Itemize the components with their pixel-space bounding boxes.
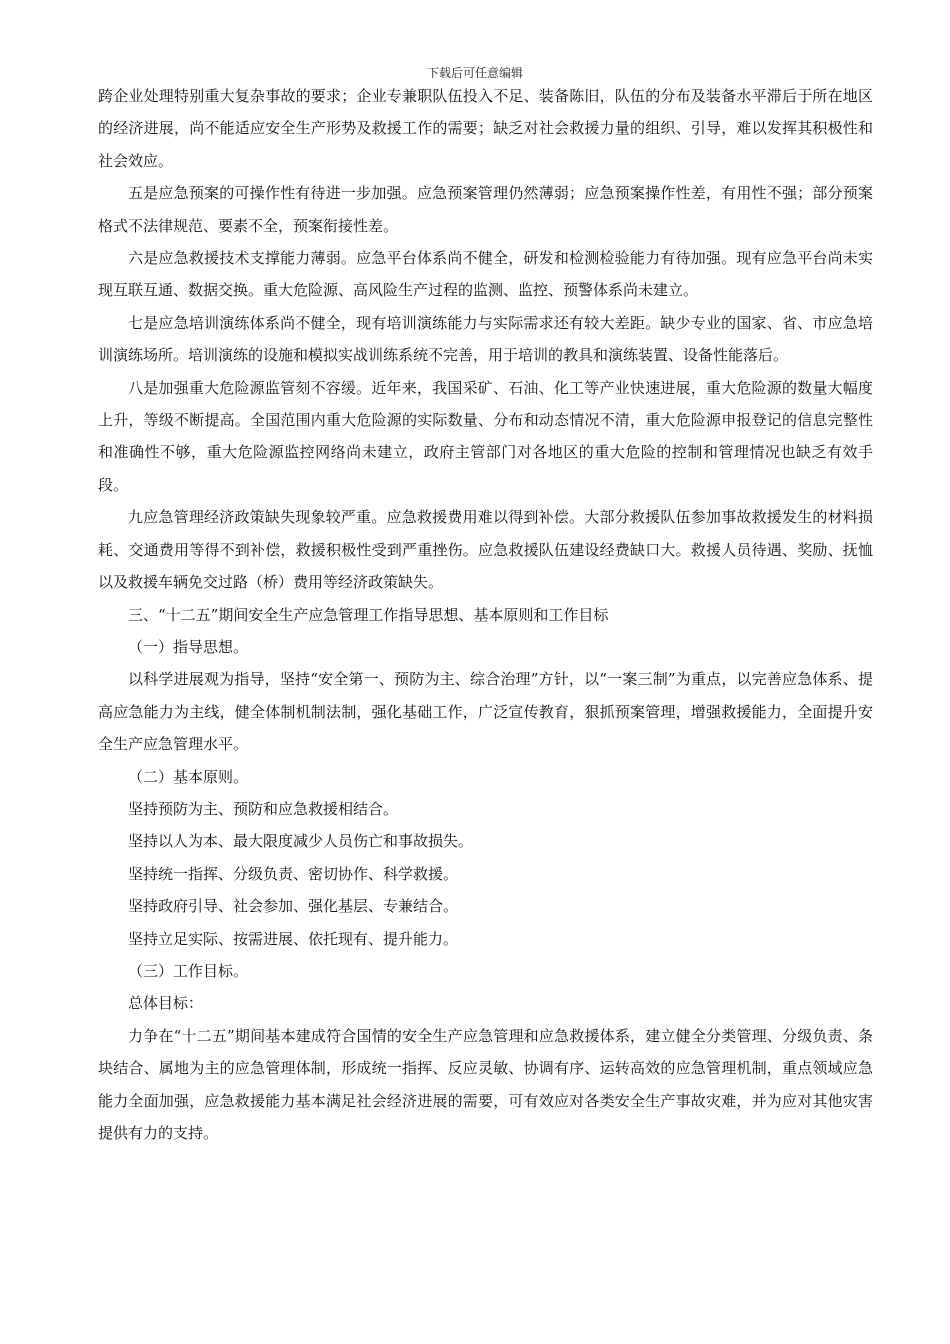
paragraph: 九应急管理经济政策缺失现象较严重。应急救援费用难以得到补偿。大部分救援队伍参加事故救援发生的材料损耗、交通费用等得不到补偿，救援积极性受到严重挫伤。应急救援队伍建设经费缺口大。救援人员待遇、奖励、抚恤以及救援车辆免交过路（桥）费用等经济政策缺失。 [98,508,873,592]
header-note: 下载后可任意编辑 [426,66,523,80]
principle-item: 坚持政府引导、社会参加、强化基层、专兼结合。 [128,897,459,916]
paragraph: 跨企业处理特别重大复杂事故的要求；企业专兼职队伍投入不足、装备陈旧，队伍的分布及装备水平滞后于所在地区的经济进展，尚不能适应安全生产形势及救援工作的需要；缺乏对社会救援力量的组织、引导，难以发挥其积极性和社会效应。 [98,87,873,170]
paragraph: 五是应急预案的可操作性有待进一步加强。应急预案管理仍然薄弱；应急预案操作性差，有用性不强；部分预案格式不法律规范、要素不全，预案衔接性差。 [98,184,873,235]
subsection-heading: （一）指导思想。 [128,637,249,656]
paragraph: 力争在“十二五”期间基本建成符合国情的安全生产应急管理和应急救援体系，建立健全分类管理、分级负责、条块结合、属地为主的应急管理体制，形成统一指挥、反应灵敏、协调有序、运转高效的应急管理机制，重点领域应急能力全面加强，应急救援能力基本满足社会经济进展的需要，可有效应对各类安全生产事故灾难，并为应对其他灾害提供有力的支持。 [98,1026,873,1142]
paragraph: 以科学进展观为指导，坚持“安全第一、预防为主、综合治理”方针，以“一案三制”为重点，以完善应急体系、提高应急能力为主线，健全体制机制法制，强化基础工作，广泛宣传教育，狠抓预案管理，增强救援能力，全面提升安全生产应急管理水平。 [98,670,873,754]
subsection-heading: （三）工作目标。 [128,961,249,980]
paragraph: 七是应急培训演练体系尚不健全，现有培训演练能力与实际需求还有较大差距。缺少专业的国家、省、市应急培训演练场所。培训演练的设施和模拟实战训练系统不完善，用于培训的教具和演练装置、设备性能落后。 [98,313,873,365]
principle-item: 坚持立足实际、按需进展、依托现有、提升能力。 [128,929,459,948]
paragraph: 六是应急救援技术支撑能力薄弱。应急平台体系尚不健全，研发和检测检验能力有待加强。现有应急平台尚未实现互联互通、数据交换。重大危险源、高风险生产过程的监测、监控、预警体系尚未建立。 [98,249,873,300]
paragraph: 八是加强重大危险源监管刻不容缓。近年来，我国采矿、石油、化工等产业快速进展，重大危险源的数量大幅度上升，等级不断提高。全国范围内重大危险源的实际数量、分布和动态情况不清，重大危险源申报登记的信息完整性和准确性不够，重大危险源监控网络尚未建立，政府主管部门对各地区的重大危险的控制和管理情况也缺乏有效手段。 [98,378,873,494]
principle-item: 坚持预防为主、预防和应急救援相结合。 [128,799,399,818]
principle-item: 坚持统一指挥、分级负责、密切协作、科学救援。 [128,864,459,883]
section-heading: 三、“十二五”期间安全生产应急管理工作指导思想、基本原则和工作目标 [128,605,609,624]
goal-label: 总体目标： [128,994,204,1013]
principle-item: 坚持以人为本、最大限度减少人员伤亡和事故损失。 [128,832,474,851]
document-body [98,80,873,1149]
subsection-heading: （二）基本原则。 [128,767,249,786]
